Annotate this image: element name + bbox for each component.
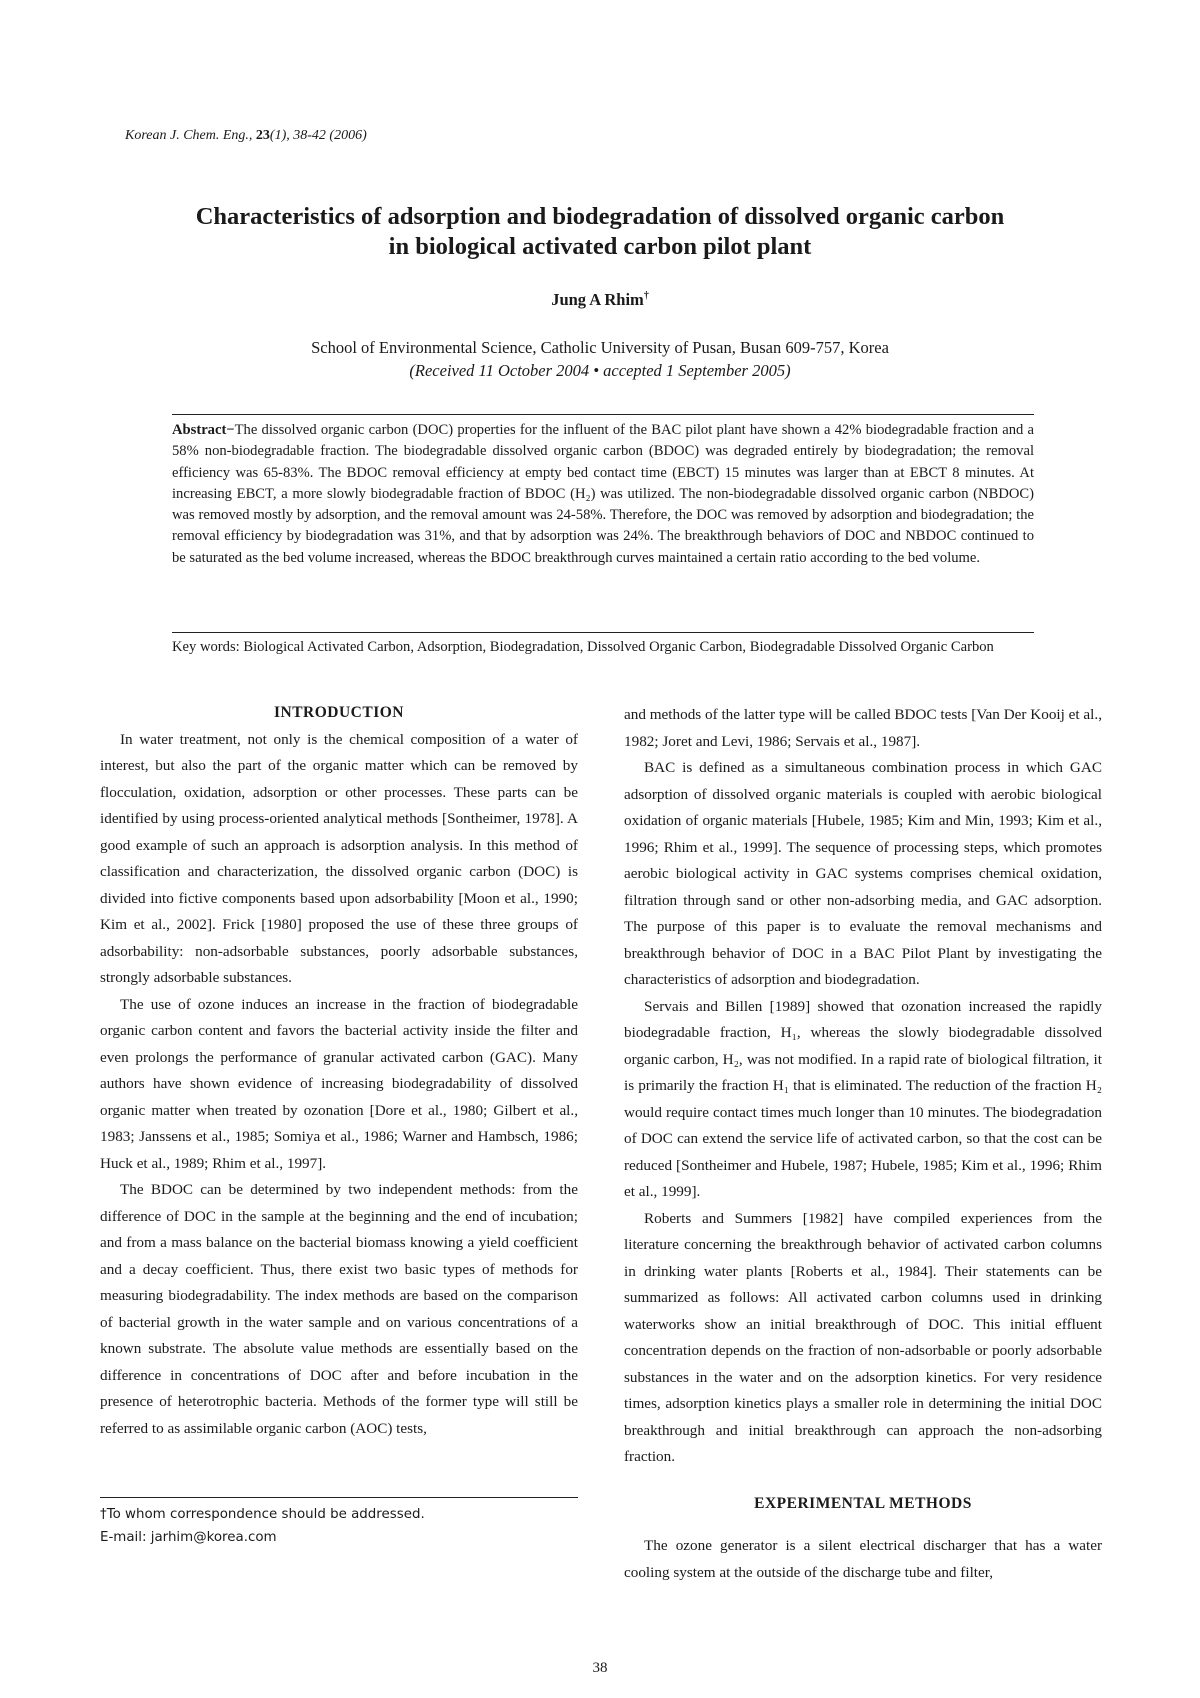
abstract-text: The dissolved organic carbon (DOC) properties for the influent of the BAC pilot plant have shown a 42% biodegradable fraction and a 58% non-biodegradable fraction. The biodegradable dissolved organic carbon (BDOC) was degraded entirely by biodegradation; the removal efficiency was 65-83%. The BDOC removal efficiency at empty bed contact time (EBCT) 15 minutes was larger than at EBCT 8 minutes. At increasing EBCT, a more slowly biodegradable fraction of BDOC (H₂) was utilized. The non-biodegradable dissolved organic carbon (NBDOC) was removed mostly by adsorption, and the removal amount was 24-58%. Therefore, the DOC was removed by adsorption and biodegradation; the removal efficiency by biodegradation was 31%, and that by adsorption was 24%. The breakthrough behaviors of DOC and NBDOC continued to be saturated as the bed volume increased, whereas the BDOC breakthrough curves maintained a certain ratio according to the bed volume. (172, 422, 1034, 566)
footnote-email: E-mail: jarhim@korea.com (100, 1530, 277, 1545)
received-dates: (Received 11 October 2004 • accepted 1 September 2005) (409, 361, 791, 380)
intro-paragraph-4: and methods of the latter type will be called BDOC tests [Van Der Kooij et al., 1982; Joret and Levi, 1986; Servais et al., 1987]. (624, 706, 1102, 750)
author-name: Jung A Rhim (551, 290, 644, 309)
affiliation-block (0, 336, 1200, 382)
author-mark: † (643, 290, 649, 302)
footnote-rule (100, 1497, 578, 1498)
left-column (100, 700, 578, 1442)
methods-paragraph-1: The ozone generator is a silent electrical discharger that has a water cooling system at the outside of the discharge tube and filter, (624, 1537, 1102, 1581)
journal-volume: 23 (255, 128, 270, 143)
footnote (100, 1503, 578, 1549)
right-column (624, 702, 1102, 1586)
title-line-1: Characteristics of adsorption and biodegradation of dissolved organic carbon (195, 203, 1005, 230)
intro-paragraph-2: The use of ozone induces an increase in the fraction of biodegradable organic carbon content and favors the bacterial activity inside the filter and even prolongs the performance of granular activated carbon (GAC). Many authors have shown evidence of increasing biodegradability of dissolved organic matter when treated by ozonation [Dore et al., 1980; Gilbert et al., 1983; Janssens et al., 1985; Somiya et al., 1986; Warner and Hambsch, 1986; Huck et al., 1989; Rhim et al., 1997]. (100, 995, 578, 1172)
keywords-text: Biological Activated Carbon, Adsorption, Biodegradation, Dissolved Organic Carbon, Biodegradable Dissolved Organic Carbon (243, 639, 994, 655)
page-number: 38 (592, 1660, 608, 1676)
section-heading-introduction: INTRODUCTION (273, 704, 404, 721)
abstract-bottom-rule (172, 632, 1034, 633)
abstract-label: Abstract− (172, 422, 235, 438)
paper-title (100, 202, 1100, 262)
keywords-label: Key words: (172, 639, 244, 655)
intro-paragraph-3: The BDOC can be determined by two independent methods: from the difference of DOC in the sample at the beginning and the end of incubation; and from a mass balance on the bacterial biomass knowing a yield coefficient and a decay coefficient. Thus, there exist two basic types of methods for measuring biodegradability. The index methods are based on the comparison of bacterial growth in the water sample and on various concentrations of a known substrate. The absolute value methods are essentially based on the difference in concentrations of DOC after and before incubation in the presence of heterotrophic bacteria. Methods of the former type will still be referred to as assimilable organic carbon (AOC) tests, (100, 1181, 578, 1437)
author (0, 290, 1200, 310)
abstract (172, 420, 1034, 569)
journal-issue-pages: (1), 38-42 (2006) (269, 128, 367, 143)
footnote-correspondence: †To whom correspondence should be addressed. (100, 1507, 425, 1522)
journal-reference (125, 128, 367, 144)
affiliation: School of Environmental Science, Catholic University of Pusan, Busan 609-757, Korea (311, 338, 889, 357)
journal-name: Korean J. Chem. Eng., (125, 128, 253, 143)
title-line-2: in biological activated carbon pilot plant (388, 233, 812, 260)
keywords (172, 637, 1034, 658)
intro-paragraph-7: Roberts and Summers [1982] have compiled experiences from the literature concerning the breakthrough behavior of activated carbon columns in drinking water plants [Roberts et al., 1984]. Their statements can be summarized as follows: All activated carbon columns used in drinking waterworks show an initial breakthrough of DOC. This initial effluent concentration depends on the fraction of non-adsorbable or poorly adsorbable substances in the water and on the adsorption kinetics. For very residence times, adsorption kinetics plays a smaller role in determining the initial DOC breakthrough and initial breakthrough can approach the non-adsorbing fraction. (624, 1209, 1102, 1465)
section-heading-methods: EXPERIMENTAL METHODS (754, 1494, 972, 1512)
intro-paragraph-5: BAC is defined as a simultaneous combination process in which GAC adsorption of dissolved organic materials is coupled with aerobic biological oxidation of organic materials [Hubele, 1985; Kim and Min, 1993; Kim et al., 1996; Rhim et al., 1999]. The sequence of processing steps, which promotes aerobic biological activity in GAC systems comprises chemical oxidation, filtration through sand or other non-adsorbing media, and GAC adsorption. The purpose of this paper is to evaluate the removal mechanisms and breakthrough behavior of DOC in a BAC Pilot Plant by investigating the characteristics of adsorption and biodegradation. (624, 759, 1102, 988)
abstract-top-rule (172, 414, 1034, 415)
intro-paragraph-6: Servais and Billen [1989] showed that ozonation increased the rapidly biodegradable fraction, H₁, whereas the slowly biodegradable dissolved organic carbon, H₂, was not modified. In a rapid rate of biological filtration, it is primarily the fraction H₁ that is eliminated. The reduction of the fraction H₂ would require contact times much longer than 10 minutes. The biodegradation of DOC can extend the service life of activated carbon, so that the cost can be reduced [Sontheimer and Hubele, 1987; Hubele, 1985; Kim et al., 1996; Rhim et al., 1999]. (624, 997, 1102, 1200)
intro-paragraph-1: In water treatment, not only is the chemical composition of a water of interest, but also the part of the organic matter which can be removed by flocculation, oxidation, adsorption or other processes. These parts can be identified by using process-oriented analytical methods [Sontheimer, 1978]. A good example of such an approach is adsorption analysis. In this method of classification and characterization, the dissolved organic carbon (DOC) is divided into fictive components based upon adsorbability [Moon et al., 1990; Kim et al., 2002]. Frick [1980] proposed the use of these three groups of adsorbability: non-adsorbable substances, poorly adsorbable substances, strongly adsorbable substances. (100, 730, 578, 986)
